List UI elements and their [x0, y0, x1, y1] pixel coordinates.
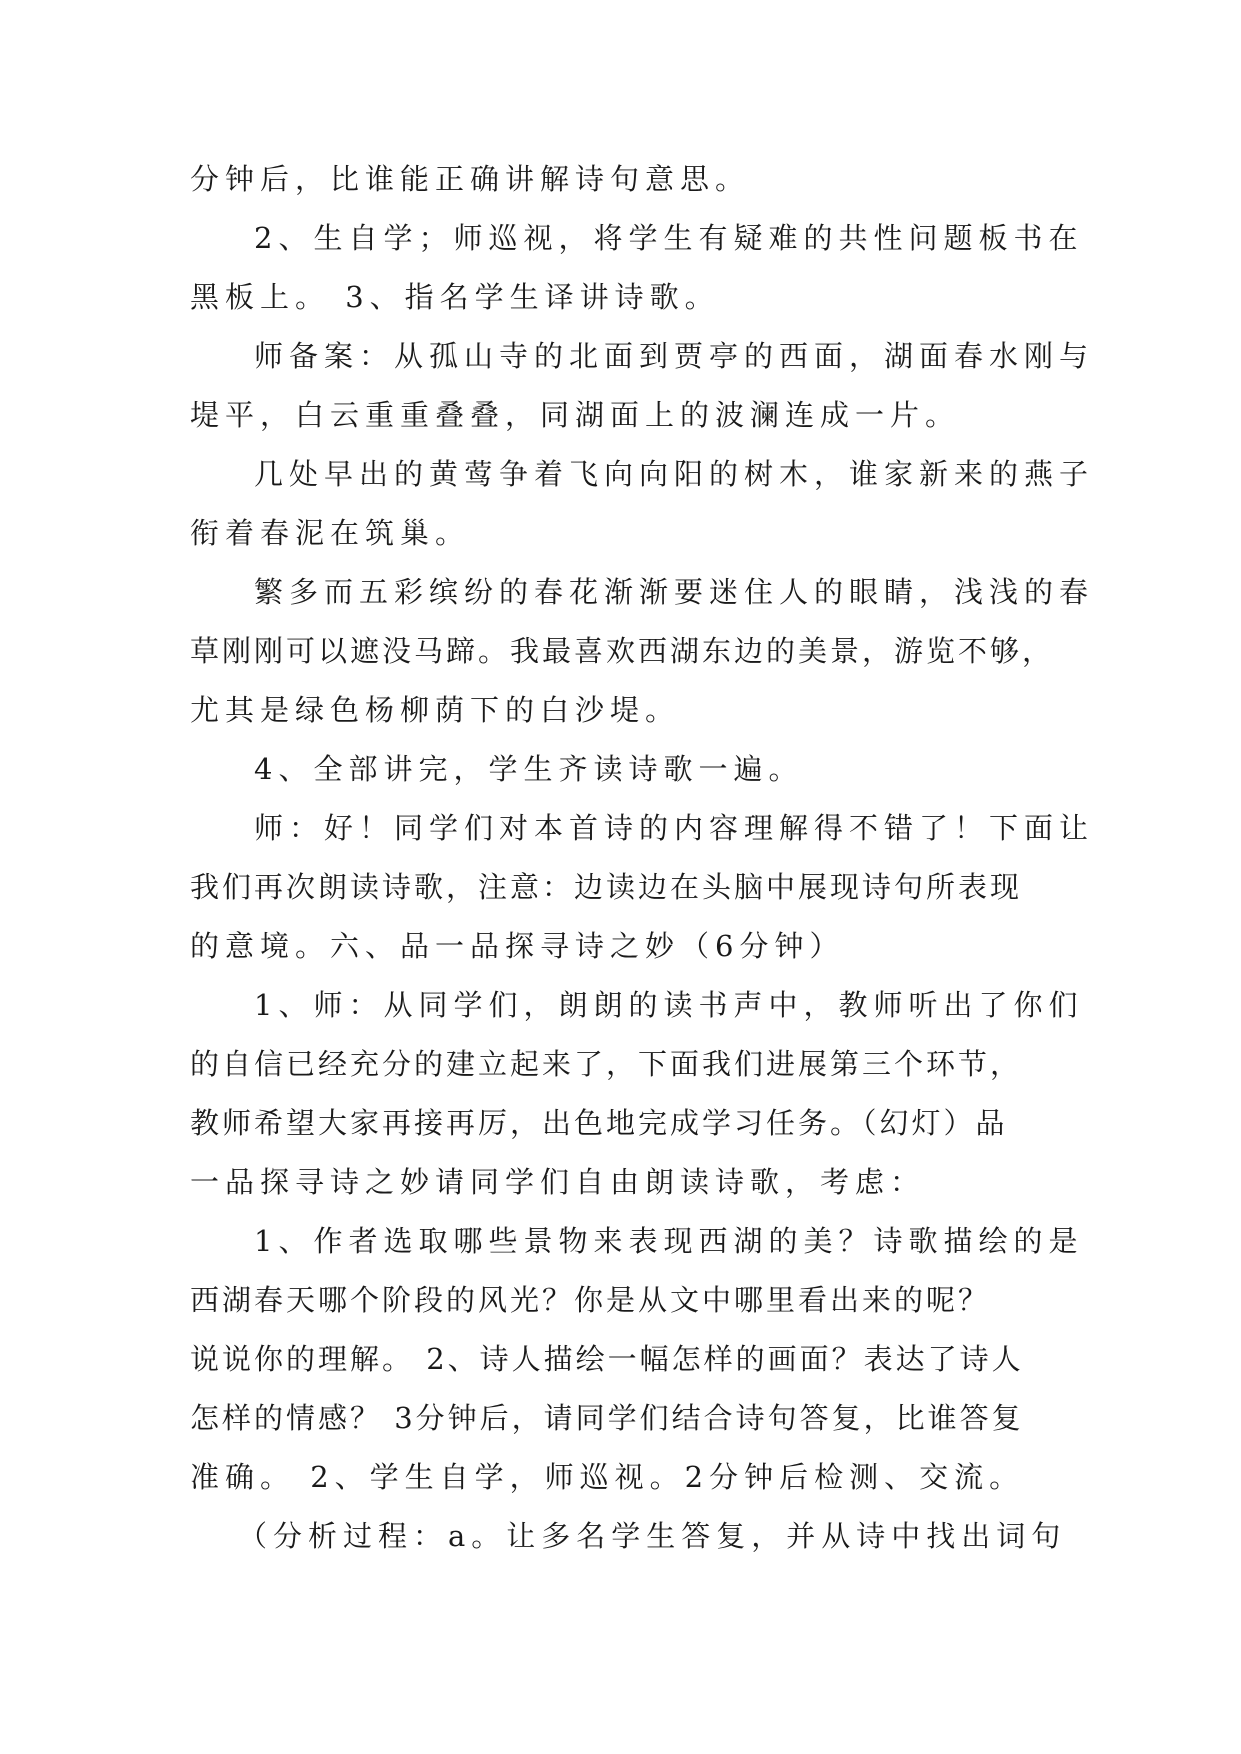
- text-line: 2、生自学；师巡视，将学生有疑难的共性问题板书在: [254, 221, 1084, 255]
- text-line: 怎样的情感？ 3分钟后，请同学们结合诗句答复，比谁答复: [190, 1401, 1024, 1435]
- text-line: 衔着春泥在筑巢。: [190, 516, 471, 550]
- text-line: 4、全部讲完，学生齐读诗歌一遍。: [254, 752, 804, 786]
- text-line: 1、师：从同学们，朗朗的读书声中，教师听出了你们: [254, 988, 1084, 1022]
- text-line: 一品探寻诗之妙请同学们自由朗读诗歌，考虑：: [190, 1165, 926, 1199]
- text-line: 草刚刚可以遮没马蹄。我最喜欢西湖东边的美景，游览不够，: [190, 634, 1055, 668]
- text-line: 尤其是绿色杨柳荫下的白沙堤。: [190, 693, 681, 727]
- text-line: 师备案：从孤山寺的北面到贾亭的西面，湖面春水刚与: [254, 339, 1095, 373]
- text-line: （分析过程：a。让多名学生答复，并从诗中找出词句: [238, 1519, 1067, 1553]
- text-line: 繁多而五彩缤纷的春花渐渐要迷住人的眼睛，浅浅的春: [254, 575, 1095, 609]
- text-line: 1、作者选取哪些景物来表现西湖的美？诗歌描绘的是: [254, 1224, 1084, 1258]
- text-line: 师：好！同学们对本首诗的内容理解得不错了！下面让: [254, 811, 1095, 845]
- text-line: 西湖春天哪个阶段的风光？你是从文中哪里看出来的呢？: [190, 1283, 991, 1317]
- document-body: [190, 150, 1095, 1566]
- text-line: 我们再次朗读诗歌，注意：边读边在头脑中展现诗句所表现: [190, 870, 1023, 904]
- text-line: 堤平，白云重重叠叠，同湖面上的波澜连成一片。: [190, 398, 961, 432]
- text-line: 分钟后，比谁能正确讲解诗句意思。: [190, 162, 751, 196]
- text-line: 教师希望大家再接再厉，出色地完成学习任务。（幻灯）品: [190, 1106, 1008, 1140]
- text-line: 黑板上。 3、指名学生译讲诗歌。: [190, 280, 720, 314]
- text-line: 说说你的理解。 2、诗人描绘一幅怎样的画面？表达了诗人: [190, 1342, 1024, 1376]
- text-line: 的意境。六、品一品探寻诗之妙（6分钟）: [190, 929, 845, 963]
- text-line: 几处早出的黄莺争着飞向向阳的树木，谁家新来的燕子: [254, 457, 1095, 491]
- text-line: 的自信已经充分的建立起来了，下面我们进展第三个环节，: [190, 1047, 1023, 1081]
- text-line: 准确。 2、学生自学，师巡视。2分钟后检测、交流。: [190, 1460, 1025, 1494]
